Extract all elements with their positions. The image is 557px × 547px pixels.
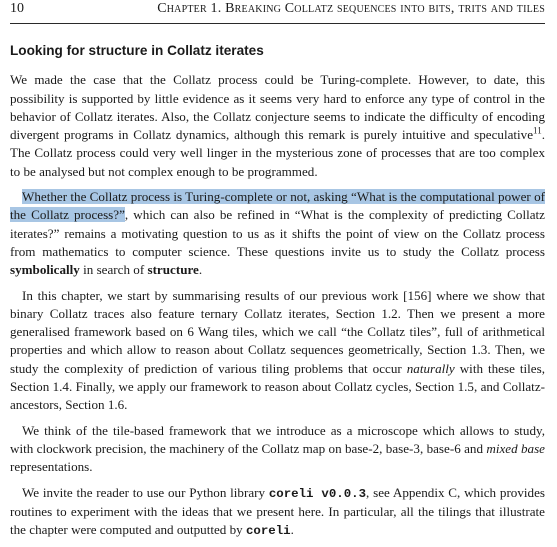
paragraph-4-text-b: representations. <box>10 459 93 475</box>
body-content <box>10 42 545 547</box>
paragraph-1-text: We made the case that the Collatz process could be Turing-complete. However, to date, this possibility is supported by little evidence as it seems very hard to enforce any type of control in the behavior of Collatz iterates. Also, the Collatz conjecture seems to indicate the difficulty of encoding divergent programs in Collatz dynamics, although this remark is purely intuitive and speculative <box>10 72 545 143</box>
paragraph-4-text-a: We think of the tile-based framework that we introduce as a microscope which allows to study, with clockwork precision, the machinery of the Collatz map on base-2, base-3, base-6 and <box>10 422 545 456</box>
running-head <box>10 1 545 21</box>
code-library-version: coreli v0.0.3 <box>268 486 367 501</box>
paragraph-3-text-a: In this chapter, we start by summarising results of our previous work [156] where we show that binary Collatz traces also feature ternary Collatz iterates, Section 1.2. Then we present a more generalised framework based on 6 Wang tiles, which we call “the Collatz tiles”, full of arithmetical properties and which allow to reason about Collatz sequences geometrically, Section 1.3. Then, we study the complexity of prediction of various tiling problems that occur <box>10 287 545 376</box>
paragraph-1 <box>10 71 545 181</box>
paragraph-2-text-c: . <box>198 262 203 278</box>
paragraph-2-text-b: in search of <box>79 262 148 278</box>
section-title: Looking for structure in Collatz iterates <box>10 43 264 58</box>
italic-mixed-base: mixed base <box>486 440 545 456</box>
paragraph-3 <box>10 287 545 415</box>
chapter-title: Chapter 1. Breaking Collatz sequences into bits, trits and tiles <box>157 1 545 16</box>
italic-naturally: naturally <box>406 360 455 376</box>
paragraph-2 <box>10 188 545 279</box>
paragraph-3-text-b: with these tiles, Section 1.4. Finally, we apply our framework to reason about Collatz cycles, Section 1.5, and Collatz-ancestors, Section 1.6. <box>10 360 545 413</box>
bold-structure: structure <box>147 262 199 278</box>
paragraph-4 <box>10 422 545 477</box>
paragraph-5-text-b: , see Appendix C, which provides routines to experiment with the ideas that we present here. In particular, all the tilings that illustrate the chapter were computed and outputted by <box>10 484 545 538</box>
paragraph-5-text-c: . <box>290 522 294 538</box>
paragraph-1-text-end: . The Collatz process could very well linger in the mysterious zone of processes that are too complex to be analysed but not complex enough to be programmed. <box>10 127 545 179</box>
paragraph-2-text-a: , which can also be refined in “What is the complexity of predicting Collatz iterates?” remains a motivating question to us as it shifts the point of view on the Collatz process from mathematics to computer science. These questions invite us to study the Collatz process <box>10 207 545 259</box>
paragraph-5-text-a: We invite the reader to use our Python library <box>22 484 269 500</box>
bold-symbolically: symbolically <box>10 262 80 278</box>
footnote-marker[interactable]: 11 <box>533 125 542 136</box>
text-selection-highlight[interactable]: Whether the Collatz process is Turing-complete or not, asking “What is the computational power of the Collatz process?” <box>10 189 545 223</box>
code-library-name: coreli <box>245 524 291 539</box>
page-number: 10 <box>10 1 24 16</box>
paragraph-5 <box>10 484 545 541</box>
header-rule <box>10 23 545 24</box>
